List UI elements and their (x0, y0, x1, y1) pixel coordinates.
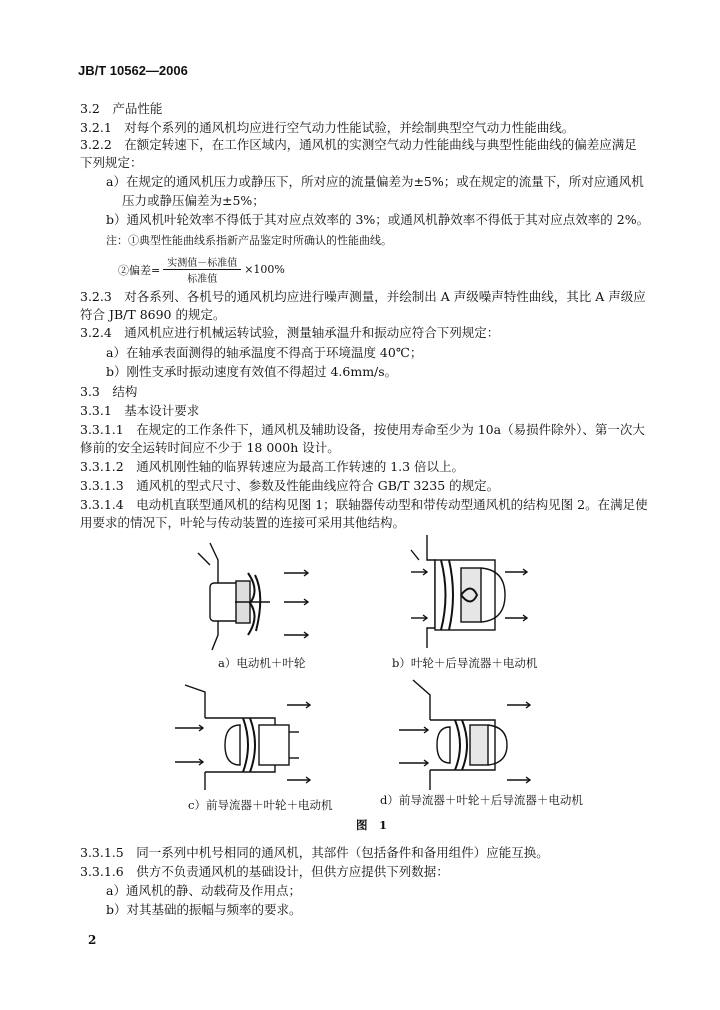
figure-d-caption: d）前导流器＋叶轮＋后导流器＋电动机 (380, 793, 583, 807)
text-line-s331: 3.3.1 基本设计要求 (80, 403, 200, 418)
text-line-s323a: 3.2.3 对各系列、各机号的通风机均应进行噪声测量，并绘制出 A 声级噪声特性曲线，其比 A 声级应 (80, 289, 646, 304)
text-line-s3315: 3.3.1.5 同一系列中机号相同的通风机，其部件（包括备件和备用组件）应能互换。 (80, 845, 549, 860)
deviation-formula (118, 254, 285, 285)
text-line-s3316b: b）对其基础的振幅与频率的要求。 (106, 902, 302, 917)
figure-a-caption: a）电动机＋叶轮 (218, 656, 306, 670)
text-line-s3311a: 3.3.1.1 在规定的工作条件下，通风机及辅助设备，按使用寿命至少为 10a（易损件除外）、第一次大 (80, 422, 645, 437)
formula-denominator: 标准值 (187, 274, 218, 285)
text-line-s3316a: a）通风机的静、动载荷及作用点； (106, 883, 301, 898)
text-line-s324b: b）刚性支承时振动速度有效值不得超过 4.6mm/s。 (106, 364, 398, 379)
figure-c-diagram (175, 680, 325, 795)
text-line-s33: 3.3 结构 (80, 384, 138, 399)
text-line-note1: 注：①典型性能曲线系指新产品鉴定时所确认的性能曲线。 (106, 234, 392, 247)
text-line-s322c: a）在规定的通风机压力或静压下，所对应的流量偏差为±5%；或在规定的流量下，所对应通风机 (106, 174, 644, 189)
figure-c-caption: c）前导流器＋叶轮＋电动机 (188, 798, 333, 812)
figure-d-diagram (395, 675, 545, 795)
text-line-s323b: 符合 JB/T 8690 的规定。 (80, 307, 226, 322)
text-line-s3314b: 用要求的情况下，叶轮与传动装置的连接可采用其他结构。 (80, 515, 406, 530)
figure-b-caption: b）叶轮＋后导流器＋电动机 (392, 656, 538, 670)
text-line-s3312: 3.3.1.2 通风机刚性轴的临界转速应为最高工作转速的 1.3 倍以上。 (80, 459, 465, 474)
page-number: 2 (88, 933, 97, 947)
figure-b-diagram (405, 530, 545, 650)
text-line-s3316: 3.3.1.6 供方不负责通风机的基础设计，但供方应提供下列数据： (80, 864, 449, 879)
text-line-s324a: a）在轴承表面测得的轴承温度不得高于环境温度 40℃； (106, 345, 423, 360)
text-line-s321: 3.2.1 对每个系列的通风机均应进行空气动力性能试验，并绘制典型空气动力性能曲线。 (80, 120, 575, 135)
text-line-s3313: 3.3.1.3 通风机的型式尺寸、参数及性能曲线应符合 GB/T 3235 的规定。 (80, 478, 500, 493)
formula-numerator: 实测值－标准值 (163, 254, 241, 270)
formula-fraction (163, 254, 241, 285)
text-line-s322e: b）通风机叶轮效率不得低于其对应点效率的 3%；或通风机静效率不得低于其对应点效率的 2%。 (106, 212, 650, 227)
text-line-s322a: 3.2.2 在额定转速下，在工作区域内，通风机的实测空气动力性能曲线与典型性能曲线的偏差应满足 (80, 137, 637, 152)
text-line-s322b: 下列规定： (80, 155, 143, 170)
standard-header: JB/T 10562—2006 (78, 63, 188, 78)
formula-suffix: ×100% (244, 263, 285, 276)
text-line-s3314a: 3.3.1.4 电动机直联型通风机的结构见图 1；联轴器传动型和带传动型通风机的结构见图 2。在满足使 (80, 497, 648, 512)
text-line-s324: 3.2.4 通风机应进行机械运转试验，测量轴承温升和振动应符合下列规定： (80, 325, 500, 340)
text-line-s32: 3.2 产品性能 (80, 101, 163, 116)
formula-prefix: ②偏差= (118, 263, 161, 277)
figure-a-diagram (190, 535, 340, 655)
figure-title: 图 1 (356, 818, 388, 832)
text-line-s322d: 压力或静压偏差为±5%； (122, 193, 265, 208)
text-line-s3311b: 修前的安全运转时间应不少于 18 000h 设计。 (80, 440, 340, 455)
